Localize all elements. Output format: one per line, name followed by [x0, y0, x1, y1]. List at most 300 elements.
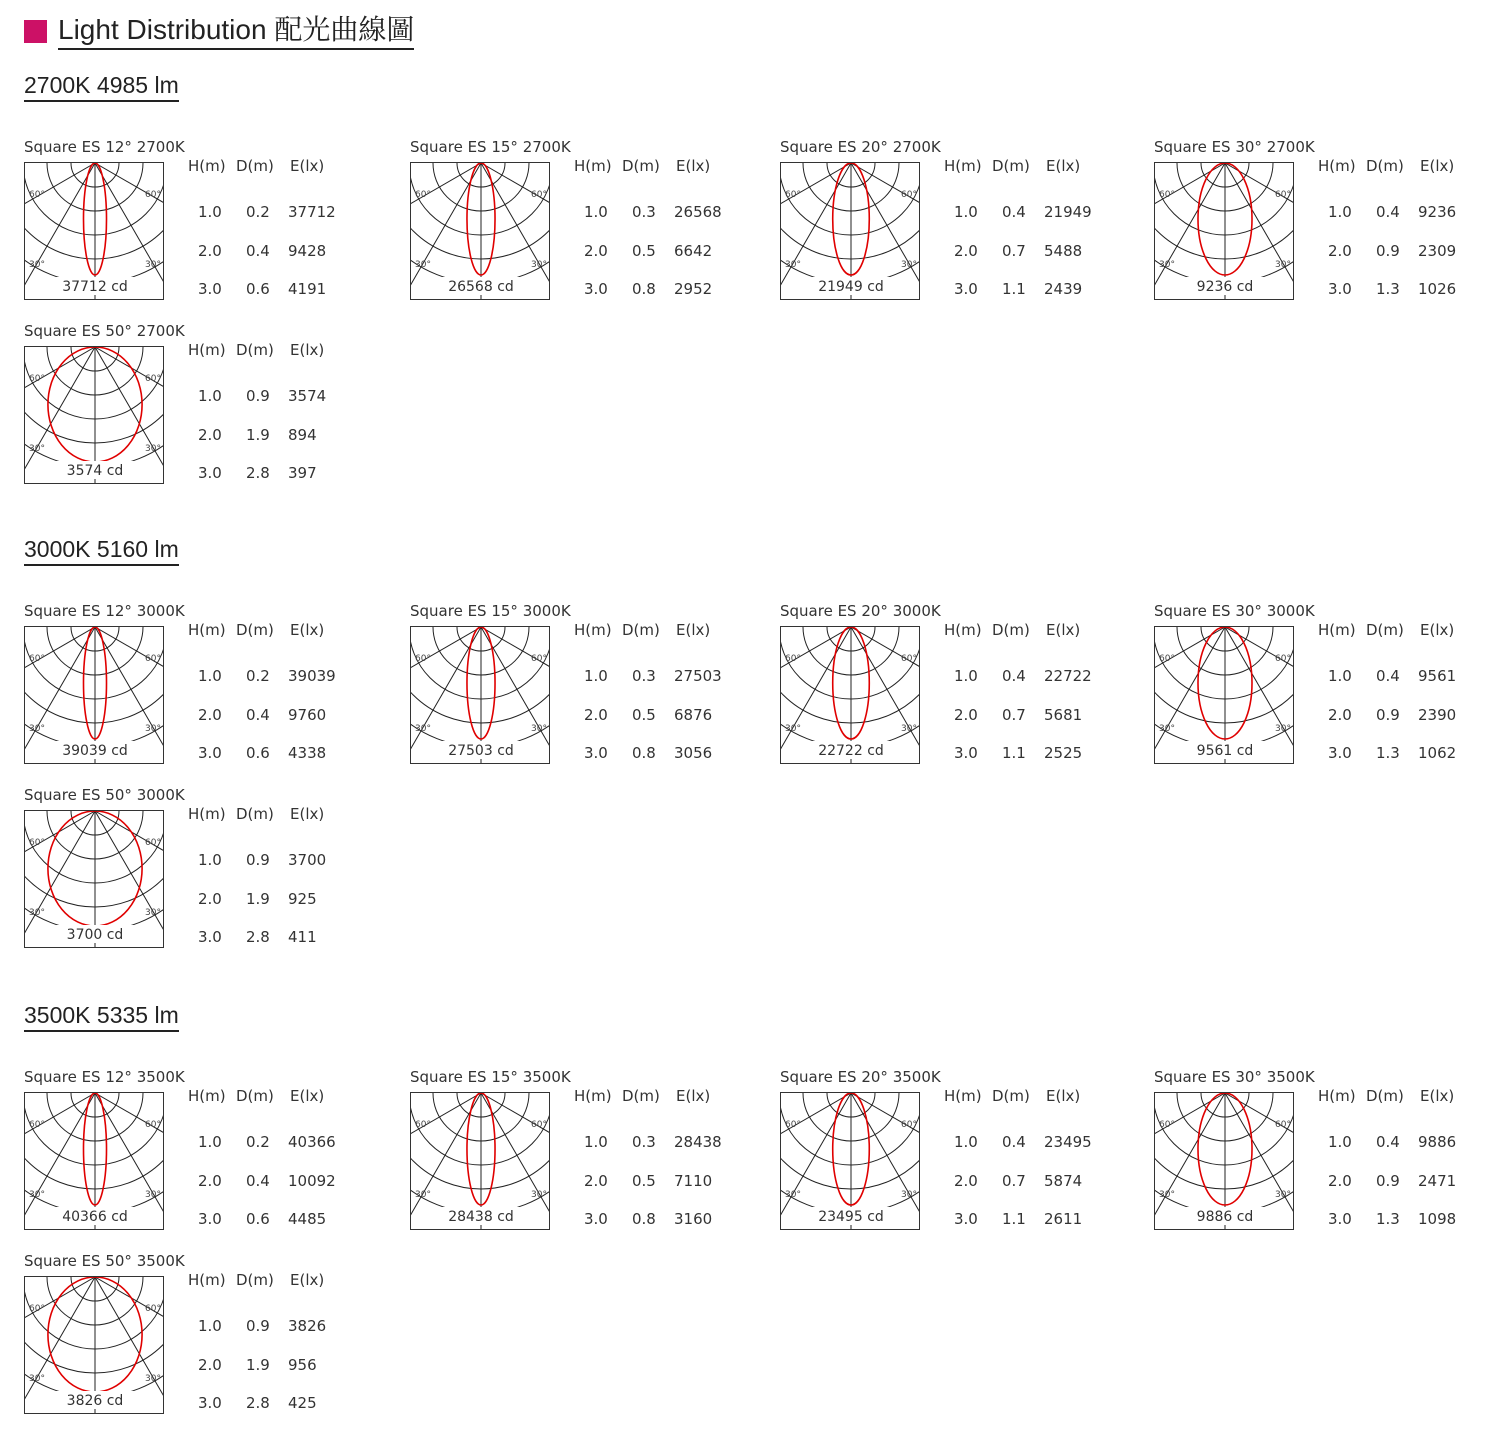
column-header: H(m) [574, 1087, 612, 1105]
table-row [944, 1171, 1134, 1191]
table-cell: 894 [288, 425, 317, 444]
table-cell: 3.0 [198, 928, 222, 946]
distribution-label: Square ES 30° 2700K [1154, 138, 1315, 156]
table-cell: 3.0 [954, 280, 978, 298]
table-cell: 5874 [1044, 1171, 1083, 1190]
angle-label: 30° [901, 1190, 917, 1200]
distribution-label: Square ES 30° 3500K [1154, 1068, 1315, 1086]
angle-label: 60° [29, 1304, 45, 1314]
table-cell: 2525 [1044, 744, 1083, 762]
column-header: E(lx) [1420, 1087, 1455, 1105]
angle-label: 30° [415, 260, 431, 270]
table-cell: 9886 [1418, 1133, 1457, 1151]
angle-label: 60° [1275, 190, 1291, 200]
column-header: H(m) [944, 1087, 982, 1105]
peak-candela-label: 21949 cd [818, 279, 884, 295]
illuminance-table [188, 804, 378, 947]
table-cell: 0.2 [246, 203, 270, 221]
distribution-block [780, 602, 1140, 782]
column-header: E(lx) [676, 1087, 711, 1105]
column-header: E(lx) [1046, 1087, 1081, 1105]
table-cell: 3.0 [584, 280, 608, 298]
angle-label: 30° [1159, 260, 1175, 270]
table-cell: 39039 [288, 667, 336, 685]
table-cell: 3160 [674, 1210, 713, 1228]
table-cell: 0.4 [1002, 667, 1026, 685]
table-header [1318, 1086, 1500, 1106]
table-row [1318, 241, 1500, 261]
table-cell: 3574 [288, 387, 327, 405]
table-cell: 425 [288, 1394, 317, 1412]
table-cell: 1.0 [954, 203, 978, 221]
distribution-block [24, 786, 384, 966]
page-title: Light Distribution 配光曲線圖 [58, 12, 414, 50]
table-cell: 1026 [1418, 280, 1457, 298]
column-header: H(m) [1318, 621, 1356, 639]
angle-label: 30° [145, 908, 161, 918]
table-cell: 0.6 [246, 744, 270, 762]
table-cell: 1.3 [1376, 1210, 1400, 1228]
distribution-label: Square ES 15° 3000K [410, 602, 571, 620]
table-cell: 956 [288, 1355, 317, 1374]
table-cell: 4485 [288, 1210, 327, 1228]
polar-diagram [780, 1092, 920, 1230]
column-header: H(m) [188, 1271, 226, 1289]
table-row [574, 202, 764, 222]
angle-label: 60° [1159, 190, 1175, 200]
table-cell: 3826 [288, 1317, 327, 1335]
angle-label: 30° [1275, 260, 1291, 270]
angle-label: 30° [145, 724, 161, 734]
angle-label: 30° [145, 1374, 161, 1384]
table-cell: 0.3 [632, 1133, 656, 1151]
illuminance-table [1318, 156, 1500, 299]
table-row [574, 666, 764, 686]
table-row [944, 743, 1134, 763]
column-header: D(m) [236, 621, 274, 639]
grid-radial [411, 627, 481, 722]
table-row [188, 1355, 378, 1375]
section-title: 3500K 5335 lm [24, 1002, 179, 1032]
table-row [188, 1316, 378, 1336]
angle-label: 60° [785, 654, 801, 664]
table-header [188, 1086, 378, 1106]
table-row [188, 202, 378, 222]
peak-candela-label: 9236 cd [1196, 279, 1254, 295]
table-cell: 0.9 [246, 851, 270, 869]
illuminance-table [188, 620, 378, 763]
distribution-block [1154, 1068, 1500, 1248]
table-cell: 0.2 [246, 667, 270, 685]
angle-label: 60° [145, 1120, 161, 1130]
table-cell: 0.7 [1002, 1171, 1026, 1190]
table-cell: 9760 [288, 705, 327, 724]
table-cell: 0.9 [246, 387, 270, 405]
column-header: D(m) [1366, 621, 1404, 639]
table-cell: 1.9 [246, 425, 270, 444]
grid-radial [411, 1093, 481, 1188]
grid-radial [481, 163, 550, 258]
distribution-block [1154, 138, 1500, 318]
table-cell: 925 [288, 889, 317, 908]
illuminance-table [188, 156, 378, 299]
table-cell: 0.6 [246, 1210, 270, 1228]
column-header: E(lx) [1046, 621, 1081, 639]
column-header: H(m) [944, 621, 982, 639]
distribution-block [410, 602, 770, 782]
table-header [574, 156, 764, 176]
illuminance-table [1318, 1086, 1500, 1229]
table-cell: 1.0 [584, 1133, 608, 1151]
table-cell: 28438 [674, 1133, 722, 1151]
polar-diagram [24, 810, 164, 948]
table-cell: 0.8 [632, 1210, 656, 1228]
table-cell: 3.0 [198, 744, 222, 762]
column-header: D(m) [1366, 157, 1404, 175]
table-cell: 22722 [1044, 667, 1092, 685]
table-header [1318, 156, 1500, 176]
distribution-block [410, 138, 770, 318]
table-row [1318, 666, 1500, 686]
column-header: E(lx) [1420, 157, 1455, 175]
table-row [188, 425, 378, 445]
column-header: E(lx) [290, 805, 325, 823]
distribution-label: Square ES 30° 3000K [1154, 602, 1315, 620]
angle-label: 30° [29, 724, 45, 734]
table-cell: 1.0 [198, 851, 222, 869]
table-row [188, 927, 378, 947]
table-cell: 2.8 [246, 1394, 270, 1412]
distribution-label: Square ES 12° 3500K [24, 1068, 185, 1086]
table-header [574, 1086, 764, 1106]
angle-label: 30° [785, 260, 801, 270]
angle-label: 30° [531, 724, 547, 734]
polar-diagram [410, 162, 550, 300]
table-header [188, 156, 378, 176]
table-row [944, 705, 1134, 725]
angle-label: 60° [415, 190, 431, 200]
table-cell: 1.0 [954, 1133, 978, 1151]
table-cell: 0.3 [632, 667, 656, 685]
column-header: E(lx) [290, 157, 325, 175]
column-header: D(m) [622, 1087, 660, 1105]
grid-radial [25, 811, 95, 906]
table-cell: 2.8 [246, 464, 270, 482]
illuminance-table [188, 1086, 378, 1229]
grid-radial [25, 1277, 95, 1372]
table-cell: 21949 [1044, 203, 1092, 221]
table-row [188, 666, 378, 686]
table-cell: 0.8 [632, 280, 656, 298]
table-header [188, 804, 378, 824]
peak-candela-label: 3700 cd [66, 927, 124, 943]
table-cell: 3.0 [198, 1210, 222, 1228]
table-row [1318, 1132, 1500, 1152]
table-cell: 0.2 [246, 1133, 270, 1151]
angle-label: 60° [29, 190, 45, 200]
column-header: E(lx) [676, 157, 711, 175]
grid-radial [851, 627, 920, 722]
table-cell: 2.0 [1328, 705, 1352, 724]
table-cell: 5681 [1044, 705, 1083, 724]
table-cell: 2.0 [954, 705, 978, 724]
table-cell: 2471 [1418, 1171, 1457, 1190]
table-cell: 1.1 [1002, 1210, 1026, 1228]
table-cell: 3.0 [954, 1210, 978, 1228]
peak-candela-label: 40366 cd [62, 1209, 128, 1225]
peak-candela-label: 27503 cd [448, 743, 514, 759]
illuminance-table [944, 156, 1134, 299]
distribution-label: Square ES 50° 3000K [24, 786, 185, 804]
distribution-label: Square ES 20° 3000K [780, 602, 941, 620]
table-row [188, 889, 378, 909]
distribution-block [24, 602, 384, 782]
angle-label: 60° [29, 838, 45, 848]
table-header [944, 156, 1134, 176]
table-cell: 1.0 [198, 203, 222, 221]
angle-label: 60° [785, 190, 801, 200]
column-header: H(m) [188, 1087, 226, 1105]
column-header: D(m) [992, 621, 1030, 639]
column-header: H(m) [188, 805, 226, 823]
angle-label: 60° [145, 1304, 161, 1314]
illuminance-table [574, 156, 764, 299]
table-cell: 1.0 [584, 203, 608, 221]
table-row [1318, 743, 1500, 763]
grid-radial [1155, 163, 1225, 258]
table-cell: 9236 [1418, 203, 1457, 221]
column-header: H(m) [574, 157, 612, 175]
distribution-label: Square ES 50° 2700K [24, 322, 185, 340]
table-cell: 3.0 [1328, 744, 1352, 762]
distribution-block [24, 1068, 384, 1248]
column-header: E(lx) [290, 621, 325, 639]
column-header: H(m) [944, 157, 982, 175]
table-cell: 0.4 [1002, 1133, 1026, 1151]
polar-diagram [780, 626, 920, 764]
distribution-block [410, 1068, 770, 1248]
column-header: H(m) [1318, 157, 1356, 175]
table-cell: 1.0 [198, 1317, 222, 1335]
table-cell: 0.4 [1376, 1133, 1400, 1151]
distribution-block [1154, 602, 1500, 782]
illuminance-table [944, 620, 1134, 763]
table-cell: 0.4 [246, 1171, 270, 1190]
table-row [574, 705, 764, 725]
table-cell: 0.4 [246, 241, 270, 260]
table-cell: 0.5 [632, 241, 656, 260]
illuminance-table [574, 1086, 764, 1229]
table-cell: 1062 [1418, 744, 1457, 762]
distribution-label: Square ES 15° 3500K [410, 1068, 571, 1086]
distribution-label: Square ES 20° 3500K [780, 1068, 941, 1086]
column-header: D(m) [622, 621, 660, 639]
distribution-block [24, 138, 384, 318]
peak-candela-label: 28438 cd [448, 1209, 514, 1225]
table-row [1318, 705, 1500, 725]
table-row [188, 1209, 378, 1229]
angle-label: 60° [1275, 1120, 1291, 1130]
distribution-label: Square ES 12° 3000K [24, 602, 185, 620]
angle-label: 30° [29, 1374, 45, 1384]
table-row [574, 1132, 764, 1152]
table-cell: 3.0 [1328, 280, 1352, 298]
table-cell: 3.0 [198, 1394, 222, 1412]
table-cell: 1.0 [1328, 667, 1352, 685]
grid-radial [481, 1093, 550, 1188]
angle-label: 30° [531, 260, 547, 270]
angle-label: 30° [145, 260, 161, 270]
polar-grid [1155, 1093, 1294, 1230]
table-cell: 2.0 [954, 1171, 978, 1190]
polar-grid [1155, 627, 1294, 764]
table-cell: 0.9 [1376, 241, 1400, 260]
angle-label: 60° [415, 654, 431, 664]
distribution-label: Square ES 12° 2700K [24, 138, 185, 156]
grid-radial [1225, 1093, 1294, 1188]
angle-label: 60° [901, 190, 917, 200]
table-row [188, 1132, 378, 1152]
table-cell: 1.0 [198, 667, 222, 685]
grid-radial [851, 163, 920, 258]
column-header: D(m) [992, 157, 1030, 175]
peak-candela-label: 23495 cd [818, 1209, 884, 1225]
angle-label: 60° [145, 190, 161, 200]
peak-candela-label: 37712 cd [62, 279, 128, 295]
table-cell: 3.0 [584, 744, 608, 762]
angle-label: 60° [29, 374, 45, 384]
table-cell: 1.9 [246, 1355, 270, 1374]
table-row [944, 666, 1134, 686]
polar-grid [25, 811, 164, 948]
table-cell: 9561 [1418, 667, 1457, 685]
angle-label: 30° [785, 1190, 801, 1200]
table-cell: 0.9 [1376, 705, 1400, 724]
peak-candela-label: 22722 cd [818, 743, 884, 759]
table-cell: 2.0 [1328, 1171, 1352, 1190]
table-cell: 2611 [1044, 1210, 1083, 1228]
table-cell: 2309 [1418, 241, 1457, 260]
angle-label: 30° [145, 1190, 161, 1200]
table-cell: 1.0 [584, 667, 608, 685]
table-row [574, 743, 764, 763]
table-row [944, 1209, 1134, 1229]
polar-grid [25, 1093, 164, 1230]
table-cell: 37712 [288, 203, 336, 221]
polar-grid [25, 627, 164, 764]
table-cell: 3.0 [1328, 1210, 1352, 1228]
distribution-block [24, 322, 384, 502]
table-row [574, 279, 764, 299]
polar-grid [411, 163, 550, 300]
table-cell: 5488 [1044, 241, 1083, 260]
column-header: D(m) [236, 805, 274, 823]
polar-grid [781, 1093, 920, 1230]
table-cell: 1.1 [1002, 280, 1026, 298]
column-header: H(m) [1318, 1087, 1356, 1105]
column-header: H(m) [188, 157, 226, 175]
table-cell: 9428 [288, 241, 327, 260]
angle-label: 60° [1159, 1120, 1175, 1130]
angle-label: 30° [415, 724, 431, 734]
table-cell: 2.0 [1328, 241, 1352, 260]
peak-candela-label: 9886 cd [1196, 1209, 1254, 1225]
table-row [944, 1132, 1134, 1152]
table-cell: 2.0 [198, 1171, 222, 1190]
peak-candela-label: 3574 cd [66, 463, 124, 479]
table-header [574, 620, 764, 640]
table-cell: 6642 [674, 241, 713, 260]
table-header [944, 620, 1134, 640]
grid-radial [481, 627, 550, 722]
table-cell: 1.0 [198, 1133, 222, 1151]
table-cell: 27503 [674, 667, 722, 685]
angle-label: 60° [785, 1120, 801, 1130]
angle-label: 60° [145, 838, 161, 848]
table-row [574, 241, 764, 261]
table-cell: 1.0 [1328, 1133, 1352, 1151]
column-header: D(m) [236, 341, 274, 359]
polar-grid [411, 627, 550, 764]
polar-diagram [1154, 162, 1294, 300]
angle-label: 60° [531, 1120, 547, 1130]
distribution-label: Square ES 50° 3500K [24, 1252, 185, 1270]
angle-label: 60° [1159, 654, 1175, 664]
angle-label: 60° [29, 1120, 45, 1130]
table-cell: 2.8 [246, 928, 270, 946]
table-cell: 3.0 [198, 464, 222, 482]
column-header: E(lx) [1420, 621, 1455, 639]
table-cell: 0.3 [632, 203, 656, 221]
angle-label: 60° [531, 654, 547, 664]
table-cell: 2439 [1044, 280, 1083, 298]
table-cell: 26568 [674, 203, 722, 221]
peak-candela-label: 39039 cd [62, 743, 128, 759]
table-row [944, 279, 1134, 299]
peak-candela-label: 3826 cd [66, 1393, 124, 1409]
angle-label: 30° [29, 908, 45, 918]
table-row [188, 1171, 378, 1191]
grid-radial [1155, 1093, 1225, 1188]
table-row [944, 241, 1134, 261]
polar-grid [781, 627, 920, 764]
polar-diagram [24, 626, 164, 764]
table-row [574, 1209, 764, 1229]
grid-radial [95, 811, 164, 906]
column-header: D(m) [992, 1087, 1030, 1105]
angle-label: 60° [29, 654, 45, 664]
table-cell: 2952 [674, 280, 713, 298]
table-cell: 3.0 [584, 1210, 608, 1228]
table-cell: 1.9 [246, 889, 270, 908]
grid-radial [411, 163, 481, 258]
table-cell: 1.3 [1376, 280, 1400, 298]
section-title: 2700K 4985 lm [24, 72, 179, 102]
grid-radial [781, 1093, 851, 1188]
grid-radial [851, 1093, 920, 1188]
table-row [188, 463, 378, 483]
table-cell: 6876 [674, 705, 713, 724]
table-cell: 1.3 [1376, 744, 1400, 762]
table-cell: 4338 [288, 744, 327, 762]
table-row [188, 1393, 378, 1413]
polar-diagram [24, 346, 164, 484]
table-cell: 0.4 [1376, 667, 1400, 685]
table-header [944, 1086, 1134, 1106]
grid-radial [781, 627, 851, 722]
table-row [188, 279, 378, 299]
table-cell: 1.1 [1002, 744, 1026, 762]
